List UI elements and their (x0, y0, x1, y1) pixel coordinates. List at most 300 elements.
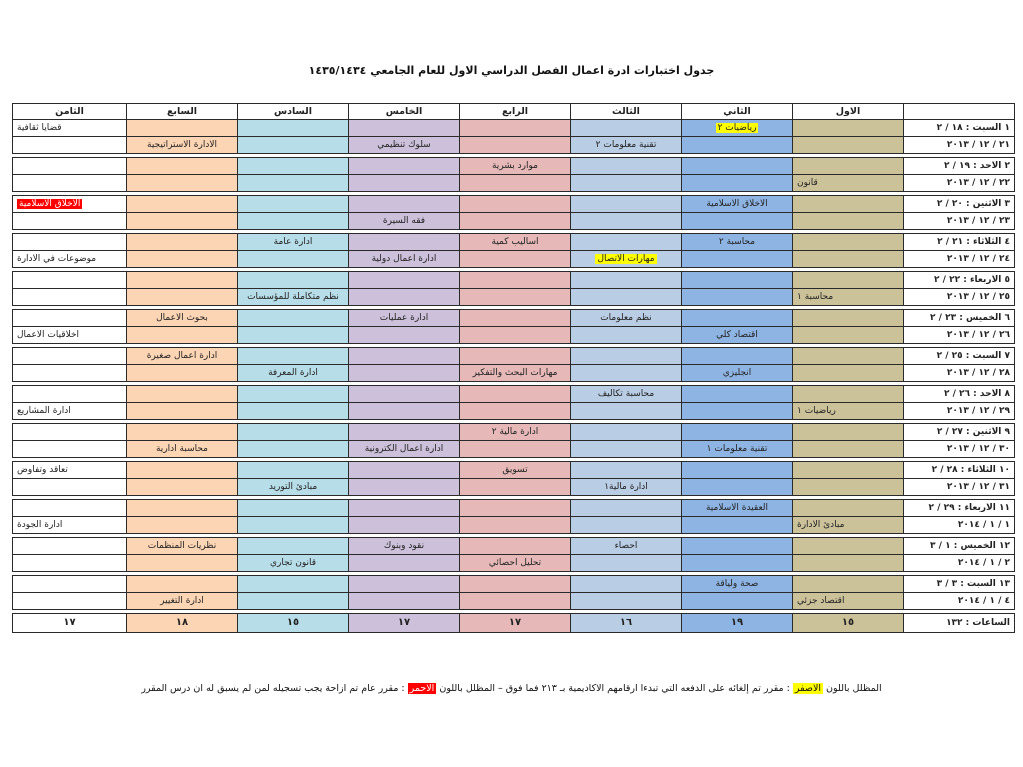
day-row-bottom (13, 593, 1015, 610)
day-label: ٢٩ / ١٢ / ٢٠١٣ (904, 403, 1015, 420)
course-cell (460, 386, 571, 403)
course-name: بحوث الاعمال (156, 313, 208, 323)
day-row-bottom (13, 517, 1015, 534)
course-cell (127, 386, 238, 403)
course-cell (13, 213, 127, 230)
course-cell (793, 424, 904, 441)
course-cell (349, 441, 460, 458)
course-cell (793, 462, 904, 479)
course-cell (349, 500, 460, 517)
course-cell (349, 120, 460, 137)
course-name: اخلاقيات الاعمال (17, 330, 80, 340)
course-name: ادارة مالية ٢ (491, 427, 539, 437)
footnote (0, 683, 1023, 694)
course-cell (238, 538, 349, 555)
course-cell (13, 517, 127, 534)
day-row-top (13, 196, 1015, 213)
course-cell (682, 310, 793, 327)
course-cell (793, 289, 904, 306)
footnote-red-word: الاحمر (409, 683, 435, 694)
day-label: ٥ الاربعاء : ٢٢ / ٢ (904, 272, 1015, 289)
course-cell (571, 234, 682, 251)
header-cell: الثاني (682, 104, 793, 120)
course-cell (460, 196, 571, 213)
day-label: ٢٨ / ١٢ / ٢٠١٣ (904, 365, 1015, 382)
course-name: قضايا ثقافية (17, 123, 62, 133)
total-hours-cell: ١٧ (13, 614, 127, 633)
course-cell (793, 234, 904, 251)
header-cell: السادس (238, 104, 349, 120)
day-label: ١١ الاربعاء : ٢٩ / ٢ (904, 500, 1015, 517)
day-label: ٣٠ / ١٢ / ٢٠١٣ (904, 441, 1015, 458)
course-name: الاخلاق الاسلامية (706, 199, 768, 209)
course-cell (793, 517, 904, 534)
course-cell (349, 272, 460, 289)
course-name: ادارة الجودة (17, 520, 63, 530)
course-cell (127, 479, 238, 496)
course-cell (349, 158, 460, 175)
course-name: محاسبة ادارية (155, 444, 208, 454)
day-label: ٢٣ / ١٢ / ٢٠١٣ (904, 213, 1015, 230)
course-cell (571, 403, 682, 420)
course-cell (571, 196, 682, 213)
course-name: تقنية معلومات ٢ (595, 140, 657, 150)
course-name: رياضيات ١ (797, 406, 836, 416)
course-cell (349, 462, 460, 479)
course-name: ادارة اعمال دولية (371, 254, 437, 264)
course-cell (571, 310, 682, 327)
course-cell (13, 327, 127, 344)
course-cell (682, 158, 793, 175)
course-cell (13, 555, 127, 572)
header-cell: الثامن (13, 104, 127, 120)
day-row-bottom (13, 479, 1015, 496)
course-cell (682, 234, 793, 251)
course-name: ادارة التغيير (160, 596, 204, 606)
course-cell (238, 462, 349, 479)
course-cell (13, 593, 127, 610)
course-name: محاسبة ١ (797, 292, 834, 302)
course-cell (238, 593, 349, 610)
day-row-bottom (13, 137, 1015, 154)
course-name: ادارة المعرفة (268, 368, 318, 378)
course-cell (127, 424, 238, 441)
course-name: تعاقد وتفاوض (17, 465, 68, 475)
course-cell (460, 462, 571, 479)
course-cell (460, 365, 571, 382)
header-cell: الاول (793, 104, 904, 120)
course-cell (238, 500, 349, 517)
day-row-bottom (13, 441, 1015, 458)
course-cell (793, 196, 904, 213)
course-cell (460, 158, 571, 175)
course-cell (682, 175, 793, 192)
day-label: ٧ السبت : ٢٥ / ٢ (904, 348, 1015, 365)
course-name: سلوك تنظيمي (377, 140, 431, 150)
day-row-bottom (13, 403, 1015, 420)
course-cell (349, 403, 460, 420)
course-name: ادارة عمليات (379, 313, 429, 323)
course-cell (682, 213, 793, 230)
course-cell (682, 137, 793, 154)
course-name: ادارة مالية١ (604, 482, 648, 492)
footnote-part3: : مقرر عام تم ازاحة يجب تسجيله لمن لم يسبق له ان درس المقرر (141, 683, 408, 694)
day-row-top (13, 158, 1015, 175)
course-cell (682, 365, 793, 382)
course-cell (793, 386, 904, 403)
header-cell: الثالث (571, 104, 682, 120)
course-name: نظم معلومات (600, 313, 652, 323)
day-label: ١٣ السبت : ٣ / ٣ (904, 576, 1015, 593)
course-cell (571, 175, 682, 192)
course-name: قانون (797, 178, 818, 188)
course-name: اساليب كمية (491, 237, 539, 247)
course-cell (13, 158, 127, 175)
course-cell (238, 555, 349, 572)
day-label: ٢٤ / ١٢ / ٢٠١٣ (904, 251, 1015, 268)
course-cell (13, 365, 127, 382)
course-cell (238, 517, 349, 534)
day-row-top (13, 310, 1015, 327)
course-cell (238, 576, 349, 593)
course-cell (682, 500, 793, 517)
course-name: ادارة عامة (273, 237, 313, 247)
course-cell (13, 462, 127, 479)
course-cell (127, 310, 238, 327)
course-cell (349, 555, 460, 572)
course-cell (349, 576, 460, 593)
course-cell (460, 479, 571, 496)
course-cell (349, 137, 460, 154)
day-row-top (13, 234, 1015, 251)
course-cell (571, 500, 682, 517)
day-label: ٢ الاحد : ١٩ / ٢ (904, 158, 1015, 175)
course-cell (13, 175, 127, 192)
course-cell (793, 403, 904, 420)
course-cell (127, 403, 238, 420)
course-cell (571, 441, 682, 458)
course-cell (682, 348, 793, 365)
course-cell (571, 289, 682, 306)
course-cell (13, 196, 127, 213)
course-cell (571, 424, 682, 441)
day-label: ٩ الاثنين : ٢٧ / ٢ (904, 424, 1015, 441)
course-cell (793, 555, 904, 572)
course-cell (349, 289, 460, 306)
course-cell (13, 234, 127, 251)
course-cell (571, 462, 682, 479)
course-cell (13, 403, 127, 420)
course-name: قانون تجاري (269, 558, 317, 568)
total-hours-cell: ١٥ (238, 614, 349, 633)
header-cell (904, 104, 1015, 120)
course-cell (793, 327, 904, 344)
course-name: رياضيات ٢ (717, 123, 757, 133)
course-cell (793, 348, 904, 365)
course-cell (349, 424, 460, 441)
course-cell (238, 158, 349, 175)
day-label: ٤ الثلاثاء : ٢١ / ٢ (904, 234, 1015, 251)
course-cell (349, 348, 460, 365)
course-cell (793, 576, 904, 593)
day-row-bottom (13, 213, 1015, 230)
course-cell (460, 213, 571, 230)
course-cell (460, 576, 571, 593)
course-cell (127, 593, 238, 610)
course-name: اقتصاد كلي (716, 330, 758, 340)
course-cell (460, 310, 571, 327)
course-cell (349, 365, 460, 382)
day-label: ٣١ / ١٢ / ٢٠١٣ (904, 479, 1015, 496)
header-cell: الرابع (460, 104, 571, 120)
day-label: ٣ الاثنين : ٢٠ / ٢ (904, 196, 1015, 213)
course-cell (793, 213, 904, 230)
day-label: ٢ / ١ / ٢٠١٤ (904, 555, 1015, 572)
course-cell (349, 386, 460, 403)
course-name: الاخلاق الاسلامية (19, 199, 81, 209)
day-row-top (13, 538, 1015, 555)
course-cell (238, 289, 349, 306)
course-cell (238, 403, 349, 420)
day-row-bottom (13, 175, 1015, 192)
day-row-top (13, 424, 1015, 441)
course-cell (571, 158, 682, 175)
course-cell (460, 555, 571, 572)
course-name: ادارة اعمال الكترونية (364, 444, 444, 454)
course-cell (127, 555, 238, 572)
course-cell (13, 289, 127, 306)
day-label: ١٢ الخميس : ١ / ٣ (904, 538, 1015, 555)
header-cell: السابع (127, 104, 238, 120)
course-cell (349, 479, 460, 496)
course-cell (238, 479, 349, 496)
day-row-top (13, 348, 1015, 365)
course-name: اقتصاد جزئي (797, 596, 845, 606)
course-cell (460, 327, 571, 344)
course-cell (238, 137, 349, 154)
course-name: احصاء (614, 541, 638, 551)
total-hours-cell: ١٧ (460, 614, 571, 633)
course-cell (460, 234, 571, 251)
course-cell (13, 538, 127, 555)
day-label: ٦ الخميس : ٢٣ / ٢ (904, 310, 1015, 327)
course-cell (349, 538, 460, 555)
course-cell (127, 441, 238, 458)
course-cell (460, 289, 571, 306)
course-cell (571, 517, 682, 534)
course-cell (127, 500, 238, 517)
day-row-top (13, 500, 1015, 517)
course-cell (682, 327, 793, 344)
course-cell (793, 137, 904, 154)
course-cell (682, 441, 793, 458)
total-hours-cell: ١٥ (793, 614, 904, 633)
course-cell (349, 327, 460, 344)
course-cell (460, 441, 571, 458)
course-cell (571, 120, 682, 137)
course-name: الادارة الاستراتيجية (147, 140, 217, 150)
course-cell (682, 424, 793, 441)
course-name: تحليل احصائي (488, 558, 542, 568)
course-name: موارد بشرية (491, 161, 538, 171)
course-cell (349, 593, 460, 610)
course-cell (349, 517, 460, 534)
course-cell (571, 213, 682, 230)
course-cell (460, 424, 571, 441)
course-cell (571, 365, 682, 382)
totals-row (13, 614, 1015, 633)
day-row-bottom (13, 251, 1015, 268)
course-cell (13, 424, 127, 441)
course-cell (682, 462, 793, 479)
day-row-bottom (13, 327, 1015, 344)
course-cell (460, 403, 571, 420)
header-row (13, 104, 1015, 120)
course-cell (571, 538, 682, 555)
course-cell (793, 479, 904, 496)
schedule-table (12, 103, 1015, 633)
course-name: نظريات المنظمات (147, 541, 217, 551)
course-cell (793, 500, 904, 517)
course-cell (127, 348, 238, 365)
course-cell (13, 441, 127, 458)
day-label: ٢١ / ١٢ / ٢٠١٣ (904, 137, 1015, 154)
course-cell (127, 538, 238, 555)
course-cell (13, 272, 127, 289)
day-row-top (13, 386, 1015, 403)
course-cell (238, 272, 349, 289)
course-cell (793, 175, 904, 192)
course-cell (127, 120, 238, 137)
course-cell (793, 272, 904, 289)
course-cell (13, 251, 127, 268)
day-label: ١ / ١ / ٢٠١٤ (904, 517, 1015, 534)
course-cell (571, 479, 682, 496)
course-name: فقه السيرة (382, 216, 426, 226)
course-name: صحة ولياقة (715, 579, 759, 589)
course-cell (682, 120, 793, 137)
day-label: ١٠ الثلاثاء : ٢٨ / ٢ (904, 462, 1015, 479)
course-cell (238, 348, 349, 365)
course-cell (127, 158, 238, 175)
course-cell (682, 289, 793, 306)
page-title: جدول اختبارات ادرة اعمال الفصل الدراسي الاول للعام الجامعي ١٤٣٥/١٤٣٤ (308, 64, 715, 77)
course-cell (127, 196, 238, 213)
course-cell (238, 365, 349, 382)
course-cell (238, 213, 349, 230)
course-cell (127, 272, 238, 289)
course-cell (682, 555, 793, 572)
course-cell (238, 251, 349, 268)
course-cell (793, 120, 904, 137)
day-row-top (13, 120, 1015, 137)
day-label: ٨ الاحد : ٢٦ / ٢ (904, 386, 1015, 403)
course-cell (460, 175, 571, 192)
course-cell (571, 386, 682, 403)
course-cell (13, 137, 127, 154)
course-cell (13, 120, 127, 137)
course-cell (127, 576, 238, 593)
course-name: ادارة اعمال صغيرة (146, 351, 218, 361)
course-name: ادارة المشاريع (17, 406, 71, 416)
course-cell (682, 386, 793, 403)
course-cell (349, 234, 460, 251)
course-name: تقنية معلومات ١ (706, 444, 768, 454)
course-cell (127, 175, 238, 192)
course-cell (238, 175, 349, 192)
course-cell (682, 538, 793, 555)
course-cell (571, 272, 682, 289)
course-cell (571, 593, 682, 610)
course-cell (349, 251, 460, 268)
course-cell (127, 289, 238, 306)
footnote-yellow-word: الاصفر (794, 683, 822, 694)
course-cell (571, 251, 682, 268)
course-cell (238, 424, 349, 441)
course-cell (460, 538, 571, 555)
course-cell (127, 251, 238, 268)
course-cell (13, 479, 127, 496)
course-cell (682, 593, 793, 610)
day-row-top (13, 576, 1015, 593)
day-row-bottom (13, 365, 1015, 382)
course-cell (460, 500, 571, 517)
course-cell (127, 213, 238, 230)
course-cell (571, 348, 682, 365)
course-cell (13, 386, 127, 403)
course-cell (127, 517, 238, 534)
course-name: محاسبة تكاليف (597, 389, 655, 399)
course-name: مهارات الاتصال (597, 254, 655, 264)
course-cell (460, 517, 571, 534)
course-cell (571, 555, 682, 572)
total-hours-cell: ١٩ (682, 614, 793, 633)
course-cell (238, 441, 349, 458)
day-row-bottom (13, 555, 1015, 572)
course-name: محاسبة ٢ (718, 237, 756, 247)
course-cell (127, 234, 238, 251)
course-cell (793, 158, 904, 175)
course-cell (13, 500, 127, 517)
course-cell (682, 251, 793, 268)
day-label: ١ السبت : ١٨ / ٢ (904, 120, 1015, 137)
course-cell (682, 517, 793, 534)
day-row-top (13, 272, 1015, 289)
course-name: مهارات البحث والتفكير (472, 368, 558, 378)
course-name: تسويق (502, 465, 528, 475)
footnote-part1: المظلل باللون (823, 683, 882, 694)
course-cell (13, 310, 127, 327)
course-cell (127, 462, 238, 479)
course-cell (793, 365, 904, 382)
course-name: نظم متكاملة للمؤسسات (247, 292, 339, 302)
course-cell (349, 175, 460, 192)
course-cell (349, 213, 460, 230)
course-cell (460, 593, 571, 610)
day-label: ٢٥ / ١٢ / ٢٠١٣ (904, 289, 1015, 306)
course-cell (793, 593, 904, 610)
course-cell (238, 234, 349, 251)
course-name: انجليزي (722, 368, 752, 378)
course-cell (460, 272, 571, 289)
course-cell (793, 441, 904, 458)
course-cell (682, 196, 793, 213)
day-label: ٢٦ / ١٢ / ٢٠١٣ (904, 327, 1015, 344)
course-cell (238, 386, 349, 403)
course-cell (793, 310, 904, 327)
course-cell (460, 137, 571, 154)
course-cell (460, 251, 571, 268)
